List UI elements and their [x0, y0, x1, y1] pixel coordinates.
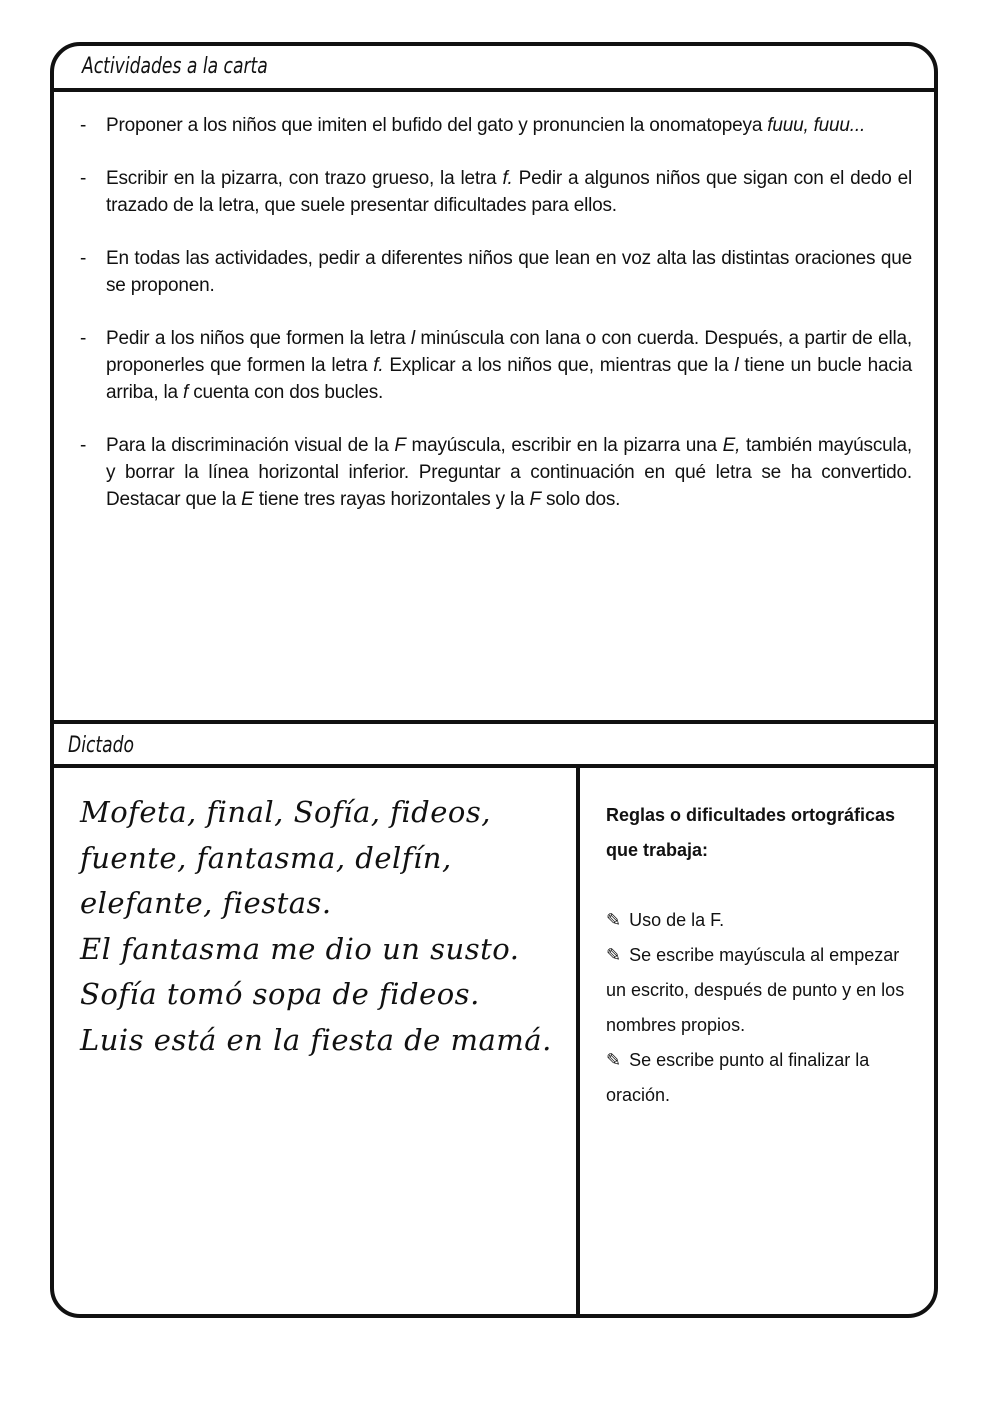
activities-list: [80, 112, 912, 539]
pencil-icon: ✎: [606, 945, 622, 966]
activities-title: Actividades a la carta: [82, 54, 268, 79]
activity-text-segment: minúscula con lana o con cuerda. Después, a partir de ella, proponerles que formen la letra: [106, 328, 912, 376]
activity-text-segment: Escribir en la pizarra, con trazo grueso, la letra: [106, 168, 503, 189]
activity-text-segment: mayúscula, escribir en la pizarra una: [405, 435, 723, 456]
dictation-line: Mofeta, final, Sofía, fideos,: [80, 795, 491, 829]
spelling-rule-item: [606, 1043, 918, 1113]
activity-text-segment: Explicar a los niños que, mientras que la: [383, 355, 735, 376]
activity-item: [80, 112, 912, 139]
spelling-rule-text: Uso de la F.: [629, 910, 725, 930]
activity-text-segment: también mayúscula, y borrar la línea horizontal inferior. Preguntar a continuación en qué letra se ha convertido. Destacar que la: [106, 435, 912, 510]
spelling-rule-item: [606, 938, 918, 1043]
spelling-rule-text: Se escribe mayúscula al empezar un escrito, después de punto y en los nombres propios.: [606, 945, 905, 1035]
activity-text: [106, 112, 912, 139]
dictation-text: [80, 790, 570, 1063]
dictation-line: elefante, fiestas.: [80, 886, 332, 920]
activity-text-segment: cuenta con dos bucles.: [188, 382, 384, 403]
activity-text-segment: Pedir a los niños que formen la letra: [106, 328, 411, 349]
activities-header: [54, 46, 934, 92]
activity-text-segment: Para la discriminación visual de la: [106, 435, 395, 456]
activity-emphasis: fuuu, fuuu...: [767, 115, 866, 136]
activity-emphasis: E: [241, 489, 254, 510]
activity-emphasis: f.: [373, 355, 384, 376]
dictation-header: [54, 720, 934, 768]
activity-text-segment: Pedir a algunos niños que sigan con el dedo el trazado de la letra, que suele presentar dificultades para ellos.: [106, 168, 912, 216]
activity-text-segment: tiene un bucle hacia arriba, la: [106, 355, 913, 403]
spelling-rules-title: Reglas o dificultades ortográficas que trabaja:: [606, 805, 896, 860]
activity-bullet: -: [80, 248, 87, 269]
dictation-line: El fantasma me dio un susto.: [80, 931, 520, 966]
activity-text-segment: Proponer a los niños que imiten el bufido del gato y pronuncien la onomatopeya: [106, 115, 768, 136]
activity-bullet: -: [80, 168, 87, 189]
pencil-icon: ✎: [606, 910, 622, 931]
activity-text: [106, 432, 912, 513]
worksheet-frame: [50, 42, 938, 1318]
dictation-line: fuente, fantasma, delfín,: [80, 840, 452, 875]
activity-emphasis: f.: [502, 168, 513, 189]
column-divider: [576, 768, 580, 1314]
activity-emphasis: f: [183, 382, 189, 403]
activity-bullet: -: [80, 328, 87, 349]
activity-text-segment: solo dos.: [540, 489, 621, 510]
activity-text: [106, 245, 912, 299]
activity-text-segment: En todas las actividades, pedir a diferentes niños que lean en voz alta las distintas oraciones que se proponen.: [106, 248, 912, 296]
activity-bullet: -: [80, 435, 87, 456]
activity-item: [80, 245, 912, 299]
spelling-rule-item: [606, 903, 918, 938]
activity-text: [106, 165, 912, 219]
activity-item: [80, 165, 912, 219]
spelling-rules-panel: [606, 798, 918, 1113]
activity-item: [80, 432, 912, 513]
activity-bullet: -: [80, 115, 87, 136]
activity-emphasis: l: [734, 355, 739, 376]
spelling-rule-text: Se escribe punto al finalizar la oración.: [606, 1050, 870, 1105]
pencil-icon: ✎: [606, 1050, 622, 1071]
activity-emphasis: l: [410, 328, 415, 349]
activity-item: [80, 325, 912, 406]
activity-text-segment: tiene tres rayas horizontales y la: [253, 489, 530, 510]
activity-emphasis: F: [394, 435, 406, 456]
activity-emphasis: E,: [722, 435, 741, 456]
activity-emphasis: F: [529, 489, 541, 510]
dictation-line: Sofía tomó sopa de fideos.: [80, 977, 480, 1011]
activity-text: [106, 325, 912, 406]
dictation-body: [54, 768, 934, 1314]
dictation-line: Luis está en la fiesta de mamá.: [80, 1022, 552, 1057]
dictation-title: Dictado: [68, 733, 135, 758]
spacer: [606, 868, 918, 903]
